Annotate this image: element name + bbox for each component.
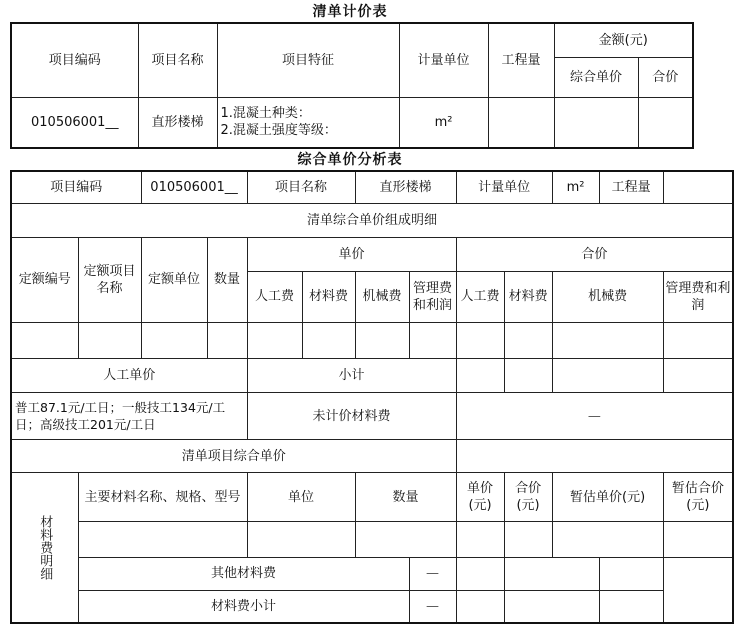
cell-item-feature: [217, 97, 399, 148]
header-est-total: 暂估合价(元): [663, 473, 733, 522]
value-item-name: 直形楼梯: [355, 171, 456, 204]
detail-section-title: 清单综合单价组成明细: [11, 204, 733, 238]
feature-line-1: 1.混凝土种类：: [220, 106, 311, 122]
header-quantity: 工程量: [599, 171, 663, 204]
unpriced-material-label: 未计价材料费: [247, 393, 456, 440]
unit-price-analysis-title: 综合单价分析表: [297, 152, 403, 168]
comprehensive-unit-price-label: 清单项目综合单价: [11, 440, 456, 473]
header-measure-unit: 计量单位: [456, 171, 552, 204]
header-item-code: 项目编码: [11, 171, 141, 204]
header-item-name: 项目名称: [138, 23, 217, 97]
header-machine-cost: 机械费: [552, 271, 663, 322]
cell-item-name: 直形楼梯: [138, 97, 217, 148]
header-material-name: 主要材料名称、规格、型号: [78, 473, 247, 522]
material-detail-side-label: [11, 473, 78, 623]
header-material-total: 合价(元): [504, 473, 552, 522]
header-quota-name: 定额项目名称: [78, 237, 141, 322]
header-labor-cost: 人工费: [247, 271, 302, 322]
unpriced-material-value: —: [456, 393, 733, 440]
header-count: 数量: [207, 237, 247, 322]
header-measure-unit: 计量单位: [399, 23, 488, 97]
header-quota-no: 定额编号: [11, 237, 78, 322]
table-row: [11, 322, 733, 358]
header-material-price: 单价(元): [456, 473, 504, 522]
header-mgmt-profit: 管理费和利润: [663, 271, 733, 322]
header-material-cost: 材料费: [504, 271, 552, 322]
value-item-code: 010506001__: [141, 171, 247, 204]
header-item-feature: 项目特征: [217, 23, 399, 97]
material-subtotal-price: —: [409, 590, 456, 623]
cell-total: [638, 97, 693, 148]
labor-rate-label: 人工单价: [11, 358, 247, 393]
other-material-label: 其他材料费: [78, 557, 409, 590]
header-total: 合价: [638, 57, 693, 97]
unit-price-analysis-table: [10, 170, 734, 624]
labor-rate-text: 普工87.1元/工日；一般技工134元/工日；高级技工201元/工日: [11, 393, 247, 440]
comprehensive-unit-price-value: [456, 440, 733, 473]
feature-line-2: 2.混凝土强度等级：: [220, 123, 337, 139]
header-material-qty: 数量: [355, 473, 456, 522]
header-item-name: 项目名称: [247, 171, 355, 204]
header-item-code: 项目编码: [11, 23, 138, 97]
list-pricing-table: [10, 22, 694, 149]
value-measure-unit: m²: [552, 171, 599, 204]
cell-unit-price: [554, 97, 638, 148]
cell-quantity: [488, 97, 554, 148]
header-total-group: 合价: [456, 237, 733, 271]
header-quota-unit: 定额单位: [141, 237, 207, 322]
material-subtotal-label: 材料费小计: [78, 590, 409, 623]
table-row: [11, 522, 733, 558]
header-amount: 金额(元): [554, 23, 693, 57]
header-material-unit: 单位: [247, 473, 355, 522]
header-unit-price: 综合单价: [554, 57, 638, 97]
header-machine-cost: 机械费: [355, 271, 409, 322]
header-material-cost: 材料费: [302, 271, 355, 322]
list-pricing-title: 清单计价表: [312, 4, 388, 20]
cell-measure-unit: m²: [399, 97, 488, 148]
header-est-unit-price: 暂估单价(元): [552, 473, 663, 522]
header-mgmt-profit: 管理费和利润: [409, 271, 456, 322]
other-material-price: —: [409, 557, 456, 590]
value-quantity: [663, 171, 733, 204]
material-detail-side-text: 材料费明细: [37, 515, 53, 581]
header-unit-price-group: 单价: [247, 237, 456, 271]
table-row: [11, 97, 693, 148]
subtotal-label: 小计: [247, 358, 456, 393]
cell-item-code: 010506001__: [11, 97, 138, 148]
header-quantity: 工程量: [488, 23, 554, 97]
header-labor-cost: 人工费: [456, 271, 504, 322]
